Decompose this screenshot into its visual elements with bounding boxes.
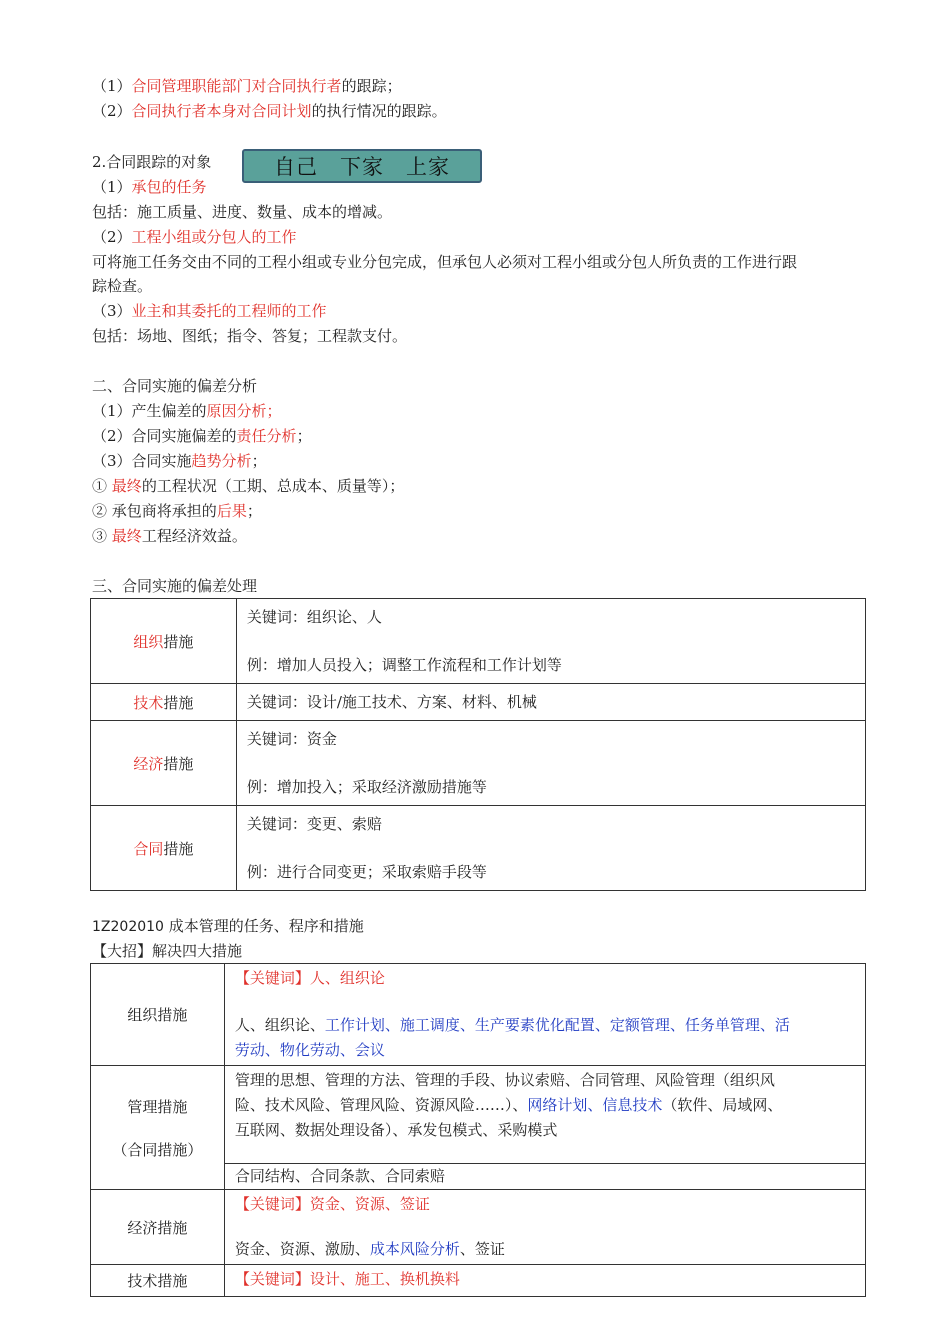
table-row [91,1190,866,1265]
label-highlight: 经济 [133,754,164,773]
analysis-item-2 [92,424,312,448]
object-item-2-desc-line2: 踪检查。 [92,277,153,295]
item-number: （1） [92,178,132,196]
example-text: 例：增加投入；采取经济激励措施等 [246,778,487,796]
highlight-text: 网络计划、信息技术 [527,1096,663,1114]
table-row [91,1265,866,1297]
object-item-2-desc-line1: 可将施工任务交由不同的工程小组或专业分包完成，但承包人必须对工程小组或分包人所负责的工作进行跟 [92,253,798,271]
label-text: 措施 [163,839,194,858]
object-item-1 [92,175,207,199]
analysis-item-3 [92,449,267,473]
measure-content [236,599,865,684]
measure-label: 经济措施 [91,1190,225,1265]
highlight-text: 后果 [216,502,247,520]
measure-content [236,684,865,721]
label-text: 措施 [163,693,194,712]
measure-content [236,721,865,806]
label-highlight: 合同 [133,839,164,858]
measure-label [91,806,237,891]
keyword-text: 关键词：设计/施工技术、方案、材料、机械 [246,693,537,711]
label-highlight: 技术 [133,693,164,712]
item-number: （3） [92,302,132,320]
highlight-text: 原因分析； [206,402,282,420]
highlight-text: 最终 [111,477,142,495]
keyword-text: 关键词：变更、索赔 [246,815,382,833]
section-title: 成本管理的任务、程序和措施 [168,917,364,935]
econ-line-1 [235,1237,855,1262]
keyword-text: 【关键词】设计、施工、换机换料 [234,1270,460,1288]
text: 合同结构、合同条款、合同索赔 [234,1167,445,1185]
section-code: 1Z202010 [92,919,164,935]
deviation-analysis-heading: 二、合同实施的偏差分析 [92,377,258,395]
item-title: 承包的任务 [131,178,207,196]
text: ； [296,427,312,445]
circled-number: ② [92,502,108,520]
objects-heading: 2.合同跟踪的对象 [92,153,212,171]
table-row [91,1066,866,1164]
measure-content [224,1190,865,1265]
highlight-text: 合同管理职能部门对合同执行者 [131,77,342,95]
org-line-1 [235,1013,855,1038]
text: ； [246,502,262,520]
measure-label [91,599,237,684]
highlight-text: 最终 [111,527,142,545]
measure-content [236,806,865,891]
table-row [91,964,866,1066]
table-row [91,721,866,806]
keyword-text: 【关键词】资金、资源、签证 [234,1195,430,1213]
highlight-text: 趋势分析 [191,452,252,470]
highlight-text: 工作计划、施工调度、生产要素优化配置、定额管理、任务单管理、活 [324,1016,790,1034]
table-row [91,684,866,721]
measure-label: 技术措施 [91,1265,225,1297]
text: 的执行情况的跟踪。 [311,102,447,120]
object-item-2 [92,225,297,249]
text: 的工程状况（工期、总成本、质量等）； [141,477,405,495]
measure-label [91,721,237,806]
text: 资金、资源、激励、 [234,1240,370,1258]
text: （2）合同实施偏差的 [92,427,237,445]
cost-measures-table [90,963,866,1297]
circled-number: ① [92,477,108,495]
item-title: 业主和其委托的工程师的工作 [131,302,327,320]
highlight-text: 责任分析 [236,427,297,445]
analysis-sub-1 [92,474,404,498]
label-text: 措施 [163,754,194,773]
item-number: （1） [92,77,132,95]
measure-content [224,1265,865,1297]
deviation-handling-heading: 三、合同实施的偏差处理 [92,577,258,595]
text: 管理的思想、管理的方法、管理的手段、协议索赔、合同管理、风险管理（组织风 [234,1071,775,1089]
measure-content [224,1066,865,1164]
cost-section-subheading: 【大招】解决四大措施 [92,942,243,960]
keyword-text: 【关键词】人、组织论 [234,969,385,987]
highlight-box: 自己 下家 上家 [242,149,482,183]
analysis-sub-2 [92,499,262,523]
item-number: （2） [92,228,132,246]
deviation-handling-table [90,598,866,891]
text: （软件、局域网、 [662,1096,783,1114]
tracking-item-1 [92,74,402,98]
text: 险、技术风险、管理风险、资源风险……）、 [234,1096,528,1114]
analysis-item-1 [92,399,282,423]
circled-number: ③ [92,527,108,545]
measure-content [224,1164,865,1190]
text: （1）产生偏差的 [92,402,207,420]
keyword-text: 关键词：组织论、人 [246,608,382,626]
example-text: 例：增加人员投入；调整工作流程和工作计划等 [246,656,562,674]
text: 工程经济效益。 [141,527,247,545]
label-highlight: 组织 [133,632,164,651]
object-item-3-desc: 包括：场地、图纸；指令、答复；工程款支付。 [92,327,408,345]
tracking-item-2 [92,99,447,123]
text: 人、组织论、 [234,1016,325,1034]
item-title: 工程小组或分包人的工作 [131,228,297,246]
keyword-text: 关键词：资金 [246,730,337,748]
text: 互联网、数据处理设备）、承发包模式、采购模式 [234,1121,558,1139]
highlight-text: 成本风险分析 [369,1240,460,1258]
mgmt-line-2 [235,1093,855,1118]
cost-section-title [92,914,364,939]
analysis-sub-3 [92,524,247,548]
measure-label [91,1066,225,1190]
example-text: 例：进行合同变更；采取索赔手段等 [246,863,487,881]
measure-content [224,964,865,1066]
text: 承包商将承担的 [111,502,217,520]
text: （3）合同实施 [92,452,192,470]
label-text: 管理措施 [127,1097,188,1116]
table-row [91,806,866,891]
label-text: （合同措施） [112,1140,203,1159]
text: 的跟踪； [341,77,402,95]
item-number: （2） [92,102,132,120]
highlight-text: 合同执行者本身对合同计划 [131,102,312,120]
table-row [91,599,866,684]
measure-label: 组织措施 [91,964,225,1066]
highlight-text: 劳动、物化劳动、会议 [234,1041,385,1059]
text: 、签证 [459,1240,505,1258]
text: ； [251,452,267,470]
label-text: 措施 [163,632,194,651]
object-item-1-desc: 包括：施工质量、进度、数量、成本的增减。 [92,203,393,221]
measure-label [91,684,237,721]
object-item-3 [92,299,327,323]
